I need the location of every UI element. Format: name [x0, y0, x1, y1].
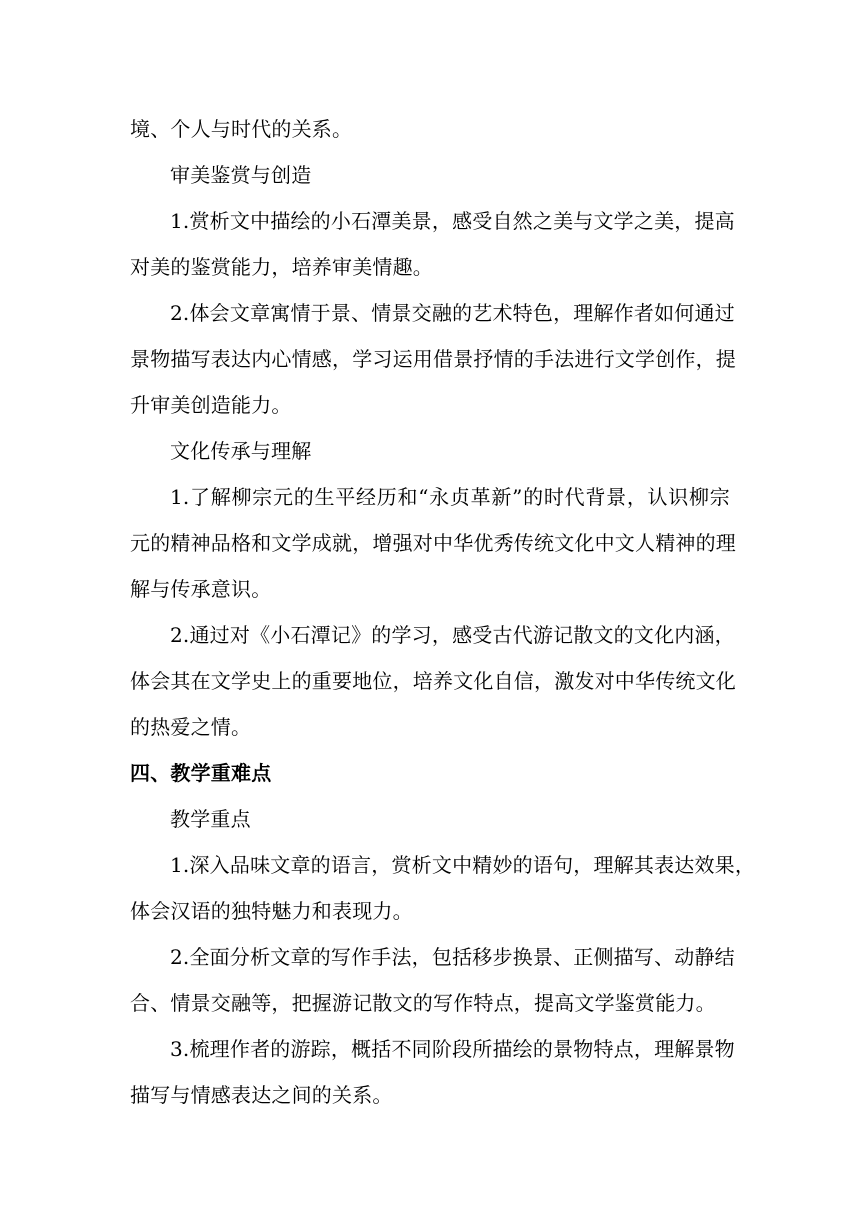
paragraph-line: 1.赏析文中描绘的小石潭美景，感受自然之美与文学之美，提高 [170, 209, 735, 233]
paragraph-line: 升审美创造能力。 [130, 393, 292, 417]
paragraph-line: 景物描写表达内心情感，学习运用借景抒情的手法进行文学创作，提 [130, 347, 736, 371]
paragraph-line: 合、情景交融等，把握游记散文的写作特点，提高文学鉴赏能力。 [130, 991, 716, 1015]
paragraph-line: 元的精神品格和文学成就，增强对中华优秀传统文化中文人精神的理 [130, 531, 736, 555]
paragraph-line: 2.体会文章寓情于景、情景交融的艺术特色，理解作者如何通过 [170, 301, 735, 325]
paragraph-line: 2.全面分析文章的写作手法，包括移步换景、正侧描写、动静结 [170, 945, 735, 969]
paragraph-line: 3.梳理作者的游踪，概括不同阶段所描绘的景物特点，理解景物 [170, 1037, 735, 1061]
paragraph-line: 对美的鉴赏能力，培养审美情趣。 [130, 255, 433, 279]
paragraph-line: 2.通过对《小石潭记》的学习，感受古代游记散文的文化内涵， [170, 623, 735, 647]
paragraph-line: 体会其在文学史上的重要地位，培养文化自信，激发对中华传统文化 [130, 669, 736, 693]
document-page [130, 106, 756, 1118]
section-heading-key-points: 四、教学重难点 [130, 761, 272, 785]
paragraph-line: 1.深入品味文章的语言，赏析文中精妙的语句，理解其表达效果， [170, 853, 756, 877]
section-subheading-aesthetic: 审美鉴赏与创造 [170, 163, 312, 187]
paragraph-line: 的热爱之情。 [130, 715, 252, 739]
paragraph-line: 描写与情感表达之间的关系。 [130, 1083, 393, 1107]
paragraph-line: 1.了解柳宗元的生平经历和“永贞革新”的时代背景，认识柳宗 [170, 485, 730, 509]
section-subheading-teaching-focus: 教学重点 [170, 807, 251, 831]
section-subheading-culture: 文化传承与理解 [170, 439, 312, 463]
paragraph-line: 境、个人与时代的关系。 [130, 117, 353, 141]
paragraph-line: 解与传承意识。 [130, 577, 272, 601]
paragraph-line: 体会汉语的独特魅力和表现力。 [130, 899, 413, 923]
